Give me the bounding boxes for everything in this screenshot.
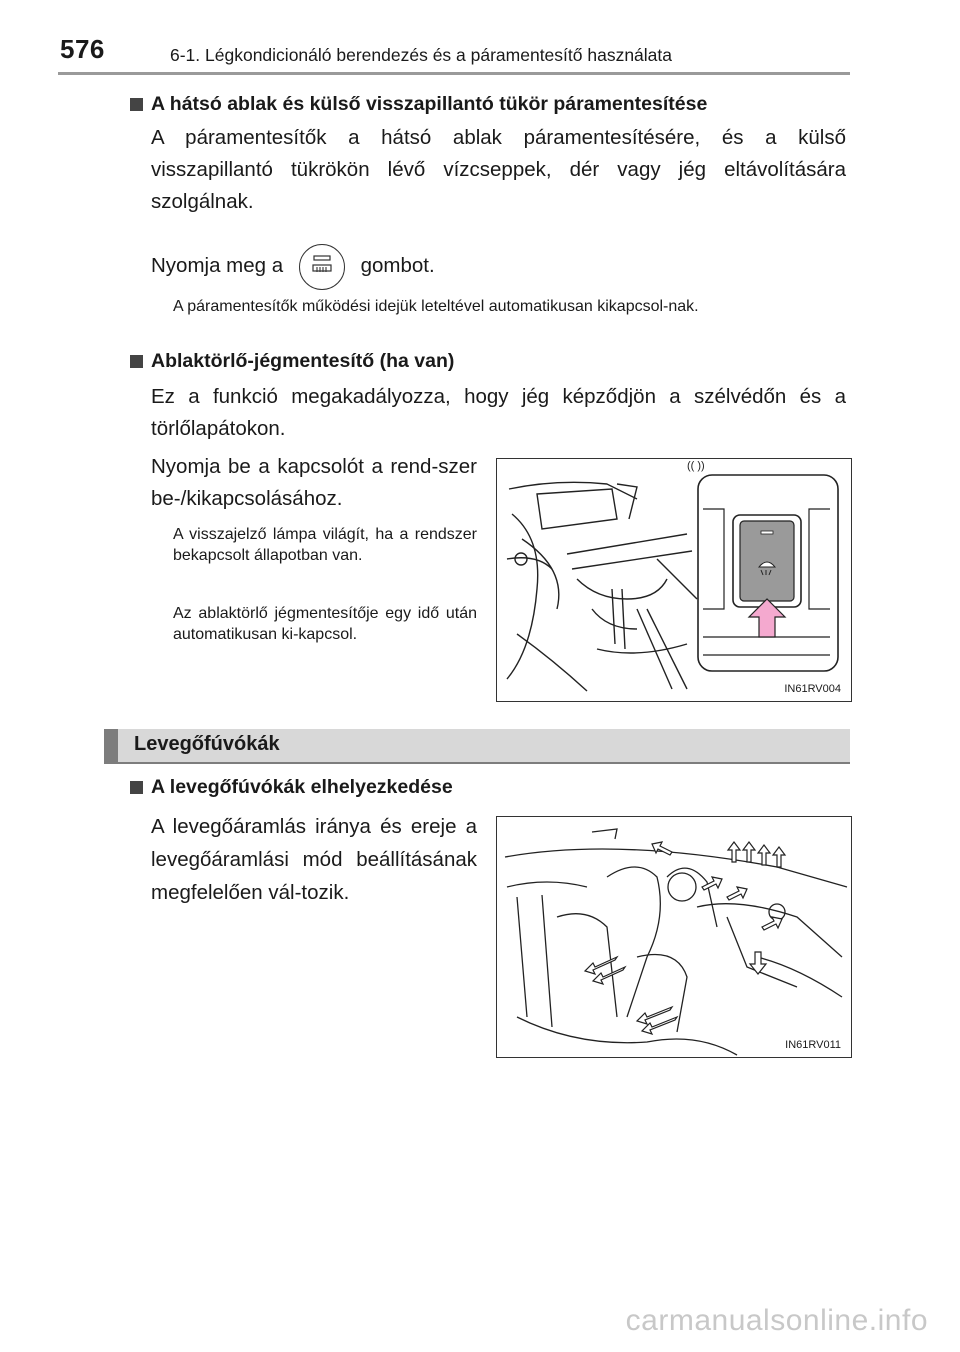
footer-watermark: carmanualsonline.info <box>625 1304 928 1337</box>
section-title-text: Ablaktörlő-jégmentesítő (ha van) <box>151 350 455 372</box>
section-title-text: A hátsó ablak és külső visszapillantó tükör páramentesítése <box>151 93 708 115</box>
svg-text:(( )): (( )) <box>687 460 705 472</box>
banner-title: Levegőfúvókák <box>134 733 280 755</box>
bullet-square-icon <box>130 781 143 794</box>
figure-code: IN61RV004 <box>784 683 841 695</box>
page-number: 576 <box>60 34 105 64</box>
vents-description: A levegőáramlás iránya és ereje a levegőáramlási mód beállításának megfelelően vál-tozik. <box>151 815 477 904</box>
dashboard-illustration <box>497 459 852 702</box>
deicer-note-indicator: A visszajelző lámpa világít, ha a rendszer bekapcsolt állapotban van. <box>173 526 477 564</box>
defogger-note: A páramentesítők működési idejük leteltével automatikusan kikapcsol-nak. <box>173 298 699 315</box>
section-title-defogger <box>130 93 707 116</box>
deicer-description: Ez a funkció megakadályozza, hogy jég képződjön a szélvédőn és a törlőlapátokon. <box>151 385 846 440</box>
header-rule <box>58 72 850 75</box>
deicer-note-autooff: Az ablaktörlő jégmentesítője egy idő után automatikusan ki-kapcsol. <box>173 605 477 643</box>
bullet-square-icon <box>130 355 143 368</box>
deicer-instruction: Nyomja be a kapcsolót a rend-szer be-/kikapcsolásához. <box>151 455 477 510</box>
rear-defogger-icon <box>299 244 345 290</box>
section-title-wiper-deicer <box>130 350 454 373</box>
defogger-description: A páramentesítők a hátsó ablak páramentesítésére, és a külső visszapillantó tükrökön lévő vízcseppek, dér vagy jég eltávolítására szolgálnak. <box>151 126 846 213</box>
figure-air-vents <box>496 816 852 1058</box>
press-before-text: Nyomja meg a <box>151 254 284 277</box>
section-title-text: A levegőfúvókák elhelyezkedése <box>151 776 453 798</box>
cabin-illustration <box>497 817 852 1058</box>
section-title-vents <box>130 776 453 799</box>
press-instruction <box>151 243 651 289</box>
figure-deicer-switch <box>496 458 852 702</box>
chapter-title: 6-1. Légkondicionáló berendezés és a páramentesítő használata <box>170 45 673 65</box>
figure-code: IN61RV011 <box>785 1039 841 1051</box>
press-after-text: gombot. <box>360 254 435 277</box>
banner-rule <box>104 762 850 764</box>
bullet-square-icon <box>130 98 143 111</box>
section-banner <box>104 729 850 762</box>
